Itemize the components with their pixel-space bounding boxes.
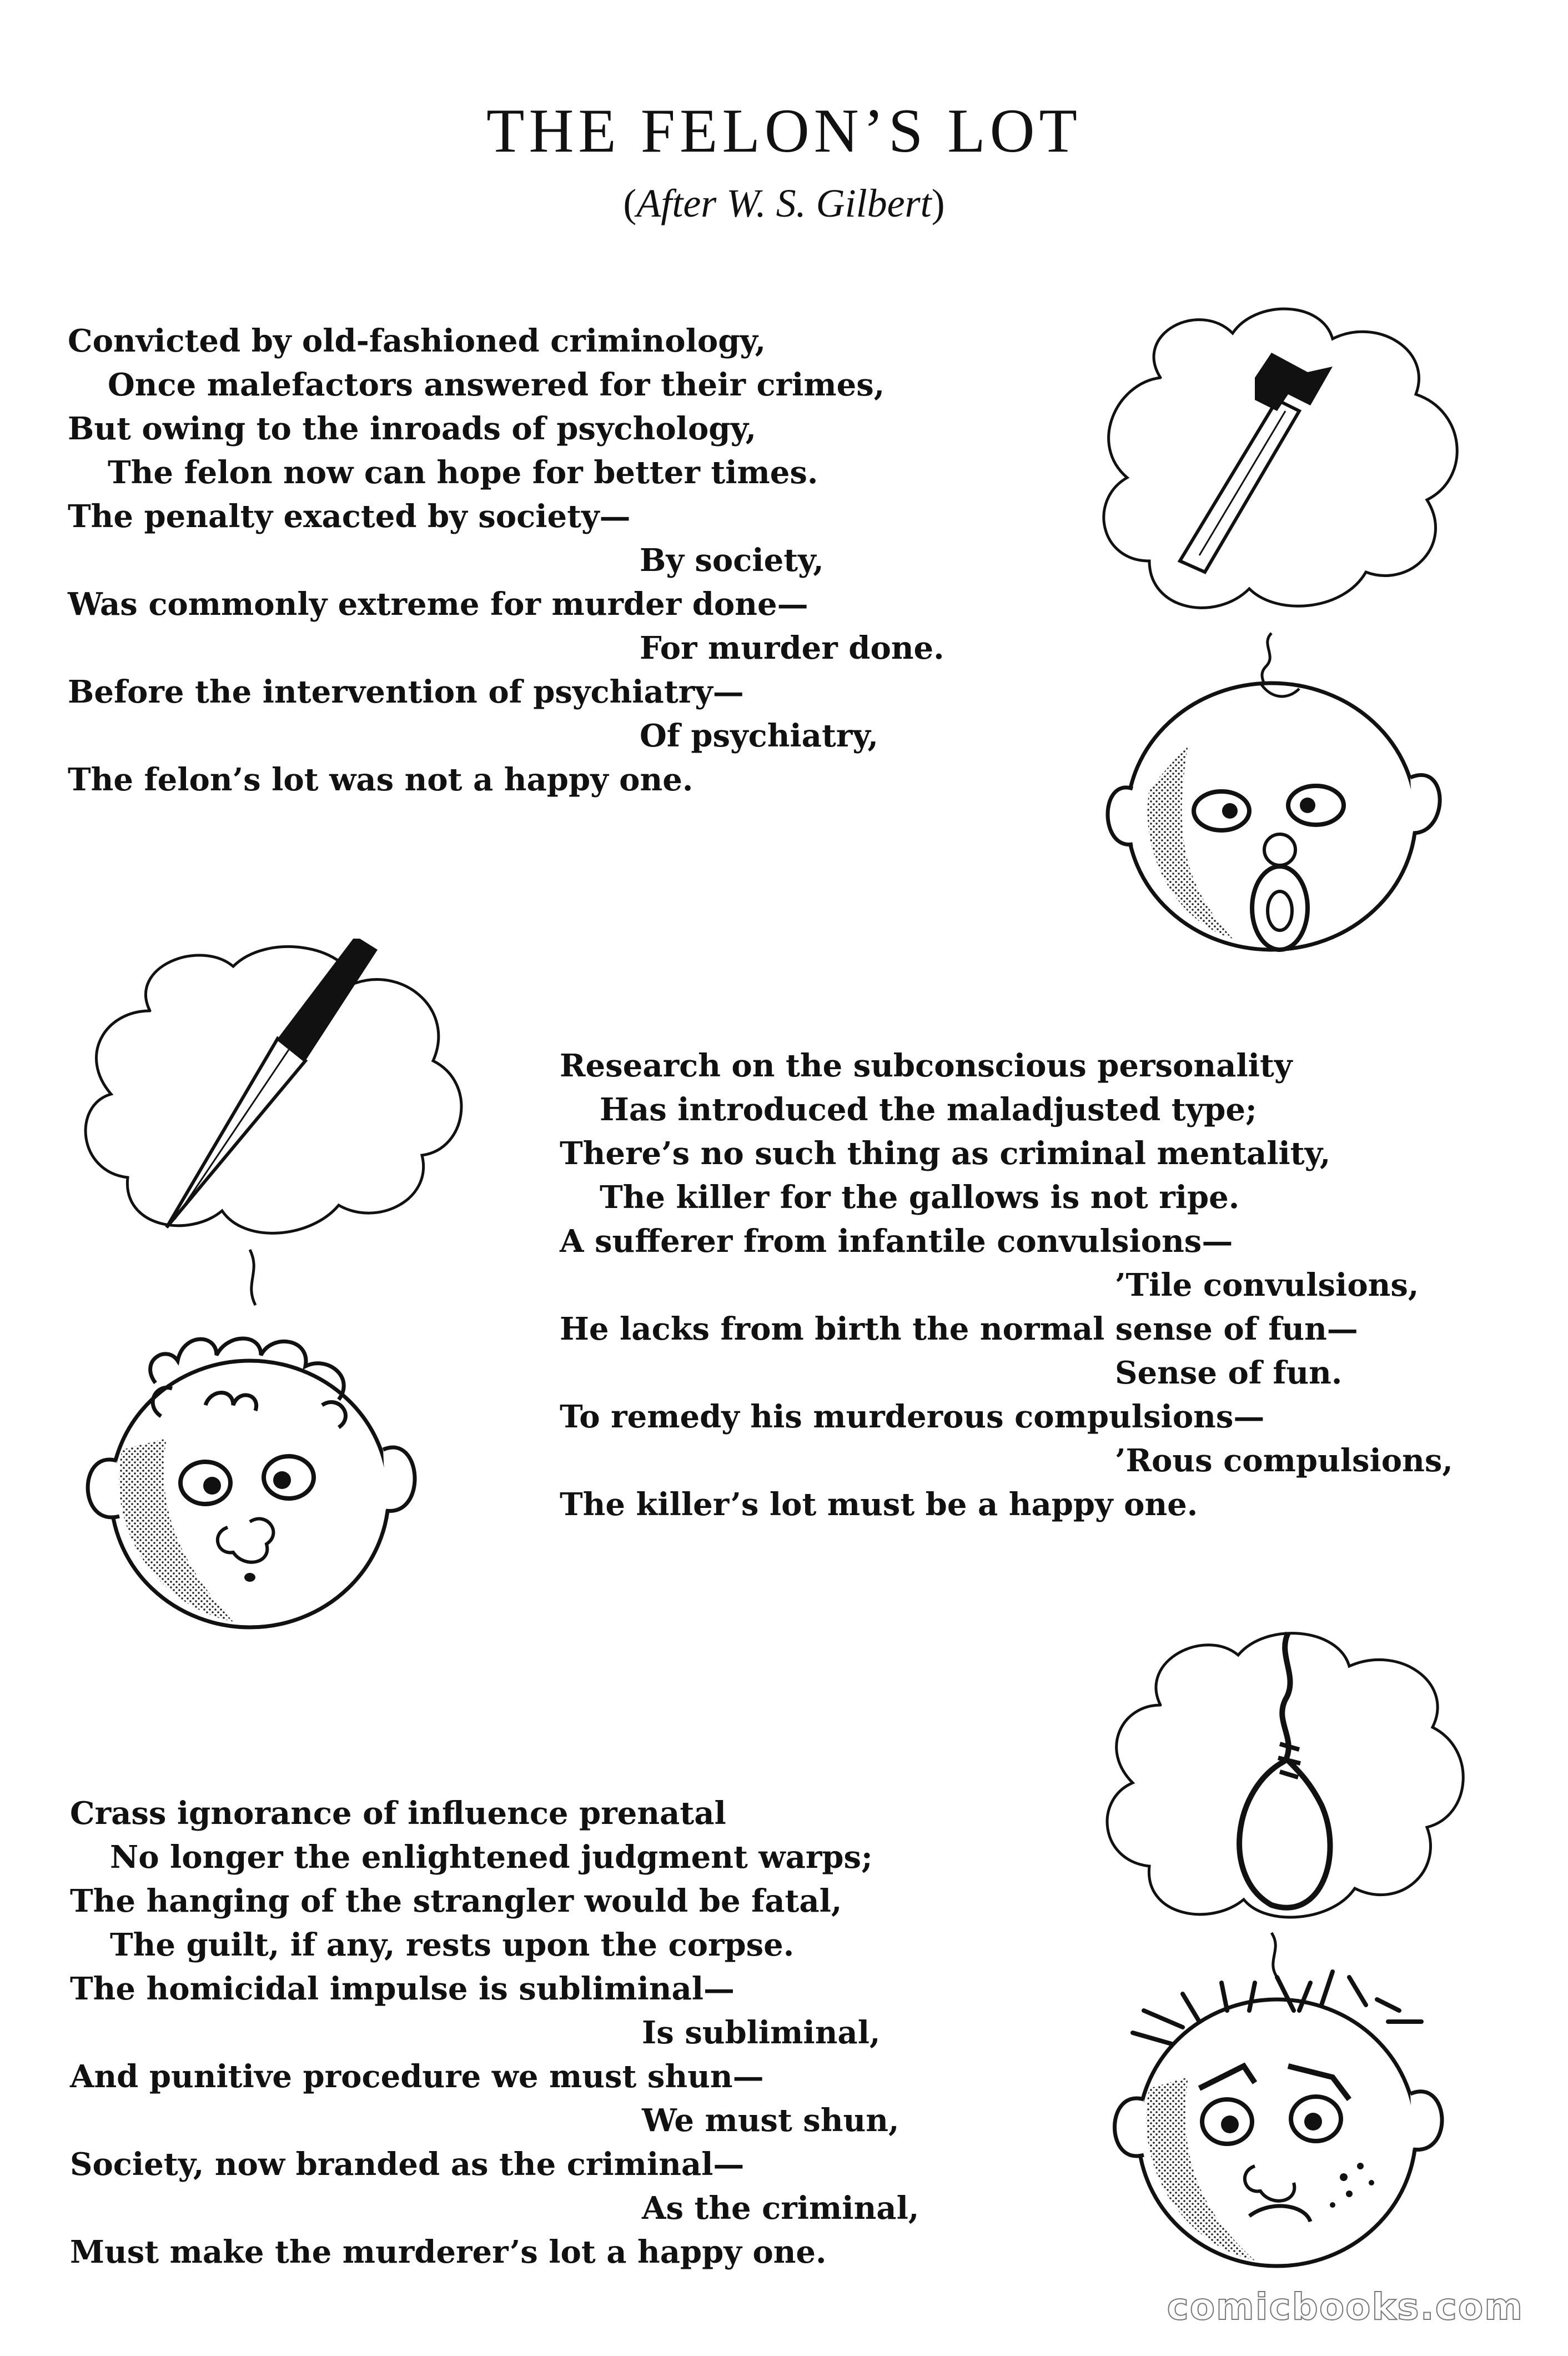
- page-title: THE FELON’S LOT: [486, 97, 1082, 166]
- verse-line: A sufferer from infantile convulsions—: [560, 1223, 1233, 1260]
- subtitle-attribution: After W. S. Gilbert: [636, 181, 932, 225]
- verse-line: Must make the murderer’s lot a happy one.: [70, 2234, 827, 2270]
- thought-cloud-icon: [1104, 309, 1457, 608]
- verse-line: The killer’s lot must be a happy one.: [560, 1486, 1198, 1523]
- verse-line: The guilt, if any, rests upon the corpse.: [110, 1927, 795, 1963]
- page-subtitle: [0, 183, 1568, 223]
- verse-line: The hanging of the strangler would be fatal,: [70, 1883, 842, 1919]
- verse-line: The felon’s lot was not a happy one.: [68, 761, 693, 798]
- verse-echo-line: As the criminal,: [642, 2190, 919, 2227]
- verse-line: He lacks from birth the normal sense of fun—: [560, 1311, 1358, 1347]
- noose-icon: [1239, 1633, 1330, 1908]
- stanza-2: [560, 1044, 1453, 1527]
- verse-echo-line: We must shun,: [642, 2102, 899, 2139]
- knife-icon: [167, 939, 378, 1227]
- watermark: comicbooks.com: [1167, 2285, 1524, 2328]
- verse-echo-line: Sense of fun.: [1115, 1355, 1343, 1391]
- verse-line: The killer for the gallows is not ripe.: [600, 1179, 1240, 1216]
- verse-line: Was commonly extreme for murder done—: [68, 586, 808, 623]
- verse-line: But owing to the inroads of psychology,: [68, 410, 757, 447]
- stanza-3: [70, 1792, 919, 2274]
- verse-echo-line: Of psychiatry,: [640, 718, 879, 754]
- verse-echo-line: ’Rous compulsions,: [1115, 1442, 1453, 1479]
- verse-line: Convicted by old-fashioned criminology,: [68, 323, 766, 359]
- subtitle-open: (: [623, 181, 637, 225]
- verse-echo-line: By society,: [640, 542, 824, 579]
- verse-echo-line: ’Tile convulsions,: [1115, 1267, 1419, 1304]
- verse-line: Once malefactors answered for their crimes,: [108, 367, 885, 403]
- verse-line: And punitive procedure we must shun—: [70, 2058, 764, 2095]
- illustration-noose-angry: [1088, 1622, 1510, 2288]
- verse-echo-line: Is subliminal,: [642, 2014, 881, 2051]
- verse-line: Research on the subconscious personality: [560, 1047, 1293, 1084]
- curly-boy-head-icon: [88, 1339, 415, 1627]
- verse-line: To remedy his murderous compulsions—: [560, 1398, 1265, 1435]
- subtitle-close: ): [931, 181, 945, 225]
- illustration-hammer-baby: [1088, 300, 1499, 978]
- verse-line: Crass ignorance of influence prenatal: [70, 1795, 726, 1832]
- verse-line: The homicidal impulse is subliminal—: [70, 1971, 735, 2007]
- illustration-knife-boy: [67, 939, 500, 1638]
- stanza-1: [68, 319, 944, 802]
- verse-line: No longer the enlightened judgment warps;: [110, 1839, 873, 1876]
- verse-echo-line: For murder done.: [640, 630, 944, 666]
- verse-line: The penalty exacted by society—: [68, 498, 631, 535]
- angry-head-icon: [1115, 1972, 1443, 2266]
- verse-line: Before the intervention of psychiatry—: [68, 674, 744, 710]
- verse-line: The felon now can hope for better times.: [108, 454, 818, 491]
- hammer-icon: [1180, 353, 1333, 572]
- verse-line: Society, now branded as the criminal—: [70, 2146, 745, 2183]
- verse-line: Has introduced the maladjusted type;: [600, 1091, 1257, 1128]
- baby-head-icon: [1108, 683, 1440, 950]
- verse-line: There’s no such thing as criminal mentality,: [560, 1135, 1331, 1172]
